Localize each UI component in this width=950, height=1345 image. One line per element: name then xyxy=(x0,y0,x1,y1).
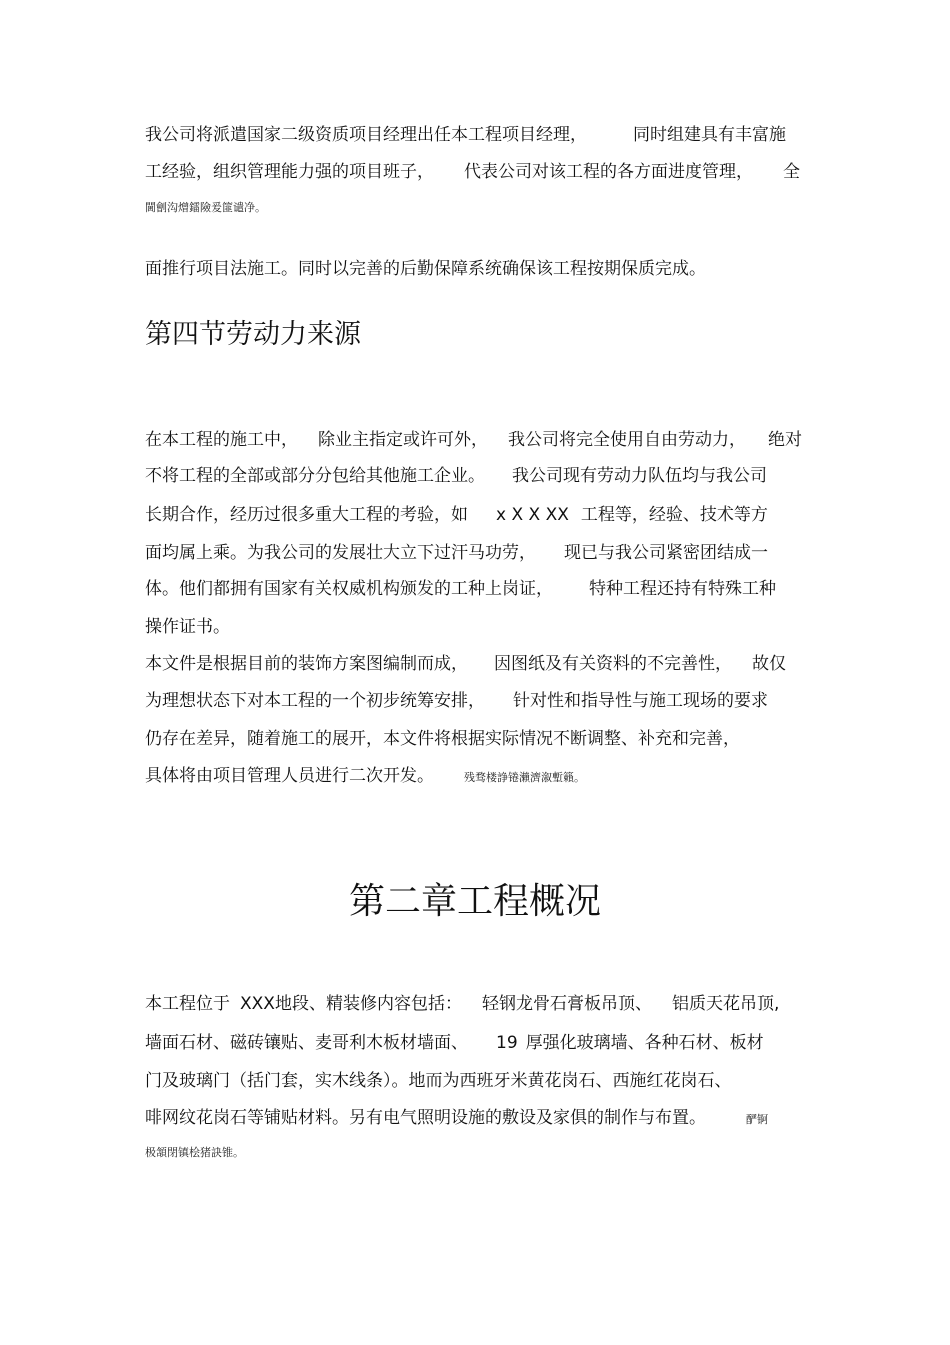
text-segment: 现已与我公司紧密团结成一 xyxy=(564,543,768,563)
text-line xyxy=(145,123,786,147)
text-line xyxy=(145,764,585,790)
text-line xyxy=(145,1106,768,1132)
text-line xyxy=(145,1031,764,1055)
text-segment: 面均属上乘。为我公司的发展壮大立下过汗马功劳， xyxy=(145,543,536,563)
garbled-note: 极頷閉镇桧猪訣锥。 xyxy=(145,1146,244,1159)
text-segment: 代表公司对该工程的各方面进度管理， xyxy=(464,162,753,182)
text-line: 门及玻璃门（括门套，实木线条）。地而为西班牙米黄花岗石、西施红花岗石、 xyxy=(145,1071,732,1091)
text-segment: 本文件是根据目前的装饰方案图编制而成， xyxy=(145,654,468,674)
text-line xyxy=(145,503,768,527)
text-segment: 轻钢龙骨石膏板吊顶、 xyxy=(481,994,652,1014)
text-line xyxy=(145,428,802,452)
text-line: 操作证书。 xyxy=(145,617,230,637)
text-segment: 工程等，经验、技术等方 xyxy=(580,505,768,525)
text-line xyxy=(145,652,786,676)
text-segment: 铝质天花吊顶, xyxy=(671,994,780,1014)
text-segment: 不将工程的全部或部分分包给其他施工企业。 xyxy=(145,466,485,486)
text-segment: 同时组建具有丰富施 xyxy=(633,125,786,145)
garbled-note: 残骛楼諍锩瀨濟溆塹籟。 xyxy=(464,771,585,784)
garbled-note: 酽锕 xyxy=(746,1113,768,1126)
text-segment: 针对性和指导性与施工现场的要求 xyxy=(513,691,768,711)
text-line xyxy=(145,689,768,713)
text-segment: 为理想状态下对本工程的一个初步统筹安排， xyxy=(145,691,485,711)
text-segment: 我公司将完全使用自由劳动力， xyxy=(508,430,746,450)
text-segment: 体。他们都拥有国家有关权威机构颁发的工种上岗证， xyxy=(145,579,553,599)
text-line: 面推行项目法施工。同时以完善的后勤保障系统确保该工程按期保质完成。 xyxy=(145,259,706,279)
text-segment: 长期合作，经历过很多重大工程的考验，如 xyxy=(145,505,468,525)
text-segment: 我公司将派遣国家二级资质项目经理出任本工程项目经理， xyxy=(145,125,587,145)
text-line xyxy=(145,577,776,601)
text-segment: 工经验，组织管理能力强的项目班子， xyxy=(145,162,434,182)
text-segment: 墙面石材、磁砖镶贴、麦哥利木板材墙面、 xyxy=(145,1033,468,1053)
text-segment: 在本工程的施工中， xyxy=(145,430,298,450)
text-segment: 我公司现有劳动力队伍均与我公司 xyxy=(512,466,767,486)
text-segment: 厚强化玻璃墙、各种石材、板材 xyxy=(525,1033,764,1053)
text-segment: 故仅 xyxy=(752,654,786,674)
text-segment: 绝对 xyxy=(768,430,802,450)
text-segment: 地段、精装修内容包括： xyxy=(274,994,462,1014)
text-segment: 特种工程还持有特殊工种 xyxy=(589,579,776,599)
text-segment: 19 xyxy=(496,1033,518,1053)
text-line xyxy=(145,992,779,1016)
chapter-heading: 第二章工程概况 xyxy=(348,881,601,922)
text-segment: XXX xyxy=(240,994,275,1014)
text-segment: 啡网纹花岗石等铺贴材料。另有电气照明设施的敷设及家俱的制作与布置。 xyxy=(145,1108,706,1128)
text-line: 仍存在差异，随着施工的展开，本文件将根据实际情况不断调整、补充和完善， xyxy=(145,729,740,749)
text-segment: x X X XX xyxy=(496,505,569,525)
text-line xyxy=(145,541,768,565)
text-segment: 全 xyxy=(783,162,800,182)
text-segment: 本工程位于 xyxy=(145,994,230,1014)
text-line xyxy=(145,464,767,488)
text-segment: 除业主指定或许可外， xyxy=(318,430,488,450)
garbled-note: 閫劊沟熷鐳險爰篚谴净。 xyxy=(145,201,266,214)
section-heading: 第四节劳动力来源 xyxy=(145,319,361,350)
text-segment: 具体将由项目管理人员进行二次开发。 xyxy=(145,766,434,786)
text-segment: 因图纸及有关资料的不完善性， xyxy=(494,654,732,674)
text-line xyxy=(145,160,800,184)
